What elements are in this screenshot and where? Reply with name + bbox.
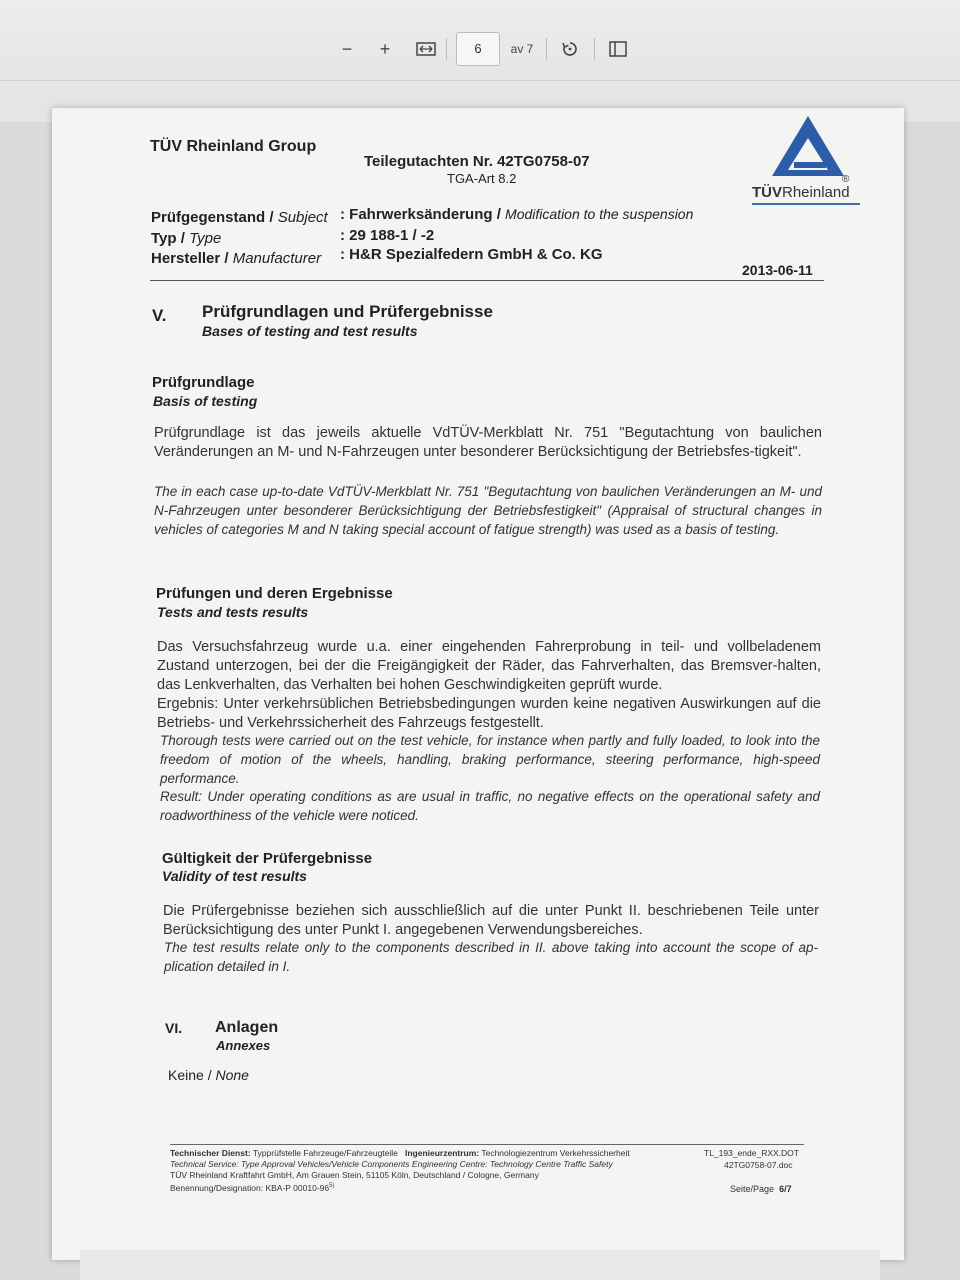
- zoom-in-button[interactable]: +: [379, 39, 391, 59]
- section-number: V.: [152, 306, 167, 325]
- annex-heading: Anlagen: [215, 1019, 279, 1036]
- logo-text: TÜVRheinland: [752, 184, 850, 201]
- annex-subheading: Annexes: [216, 1038, 271, 1053]
- tests-text-de: Das Versuchsfahrzeug wurde u.a. einer eingehenden Fahrerprobung in teil- und vollbeladenem Zustand unterzogen, bei der die Freigängigkeit der Räder, das Fahrverhalten, das Bremsver-halten, das Lenkverhalten, das Verhalten bei hohen Geschwindigkeiten geprüft wurde.: [157, 639, 821, 693]
- validity-subheading: Validity of test results: [162, 868, 307, 884]
- footer-line-4: Benennung/Designation: KBA-P 00010-96$^{5)}$: [170, 1183, 335, 1193]
- document-date: 2013-06-11: [742, 262, 813, 278]
- validity-heading: Gültigkeit der Prüfergebnisse: [162, 850, 373, 867]
- footer-ref-template: TL_193_ende_RXX.DOT: [704, 1148, 799, 1158]
- fit-width-icon[interactable]: [413, 34, 439, 64]
- document-page: [52, 108, 904, 1260]
- page-number-input[interactable]: 6: [456, 32, 500, 66]
- logo-underline: [752, 203, 860, 205]
- meta-value-subject: : Fahrwerksänderung / Modification to the suspension: [340, 206, 694, 223]
- org-name: TÜV Rheinland Group: [150, 138, 317, 155]
- header-rule: [150, 280, 824, 281]
- meta-label-type: Typ / Type: [151, 230, 222, 247]
- report-art: TGA-Art 8.2: [447, 171, 517, 186]
- page-total-label: av 7: [510, 42, 534, 56]
- footer-page-number: Seite/Page 6/7: [730, 1184, 792, 1194]
- validity-text-de: Die Prüfergebnisse beziehen sich ausschließlich auf die unter Punkt II. beschriebenen Teile unter Berücksichtigung des unter Punkt I. angegebenen Verwendungsbereiches.: [163, 903, 819, 938]
- footer-rule: [170, 1144, 804, 1145]
- rotate-icon[interactable]: [558, 34, 582, 64]
- zoom-out-button[interactable]: −: [341, 39, 353, 59]
- tests-text-en: Thorough tests were carried out on the test vehicle, for instance when partly and fully loaded, to look into the freedom of motion of the wheels, handling, braking performance, steering performance, high-speed performance.: [160, 733, 820, 786]
- footer-line-1: Technischer Dienst: Typprüfstelle Fahrzeuge/Fahrzeugteile Ingenieurzentrum: Technologiezentrum Verkehrssicherheit: [170, 1148, 630, 1158]
- meta-label-subject: Prüfgegenstand / Subject: [151, 209, 328, 226]
- footer-line-2: Technical Service: Type Approval Vehicles/Vehicle Components Engineering Centre: Technology Centre Traffic Safety: [170, 1159, 613, 1169]
- section-title: Prüfgrundlagen und Prüfergebnisse: [202, 302, 493, 321]
- basis-text-en: The in each case up-to-date VdTÜV-Merkblatt Nr. 751 "Begutachtung von baulichen Veränderungen an M- und N-Fahrzeugen unter besonderer Berücksichtigung der Betriebsfestigkeit" (Appraisal of structural changes in vehicles of categories M and N taking special account of fatigue strength) was used as a basis of testing.: [154, 484, 822, 537]
- meta-value-type: : 29 188-1 / -2: [340, 227, 435, 244]
- pdf-toolbar: [0, 28, 960, 70]
- report-title: Teilegutachten Nr. 42TG0758-07: [364, 153, 590, 170]
- tests-heading: Prüfungen und deren Ergebnisse: [156, 585, 393, 602]
- footer-ref-doc: 42TG0758-07.doc: [724, 1160, 793, 1170]
- section-subtitle: Bases of testing and test results: [202, 323, 418, 339]
- basis-heading: Prüfgrundlage: [152, 374, 255, 391]
- next-page-edge: [80, 1250, 880, 1280]
- tests-result-en: Result: Under operating conditions as are usual in traffic, no negative effects on the operational safety and roadworthiness of the vehicle were noticed.: [160, 789, 820, 823]
- basis-subheading: Basis of testing: [153, 393, 258, 409]
- meta-label-manufacturer: Hersteller / Manufacturer: [151, 250, 322, 267]
- viewer-toolbar-area: [0, 0, 960, 122]
- basis-text-de: Prüfgrundlage ist das jeweils aktuelle VdTÜV-Merkblatt Nr. 751 "Begutachtung von baulichen Veränderungen an M- und N-Fahrzeugen unter besonderer Berücksichtigung der Betriebsfes-tigkeit".: [154, 425, 822, 460]
- registered-mark: ®: [842, 174, 850, 185]
- validity-text-en: The test results relate only to the components described in II. above taking into account the scope of ap-plication detailed in I.: [164, 940, 818, 974]
- page-view-icon[interactable]: [606, 34, 630, 64]
- footer-line-3: TÜV Rheinland Kraftfahrt GmbH, Am Grauen Stein, 51105 Köln, Deutschland / Cologne, Germany: [170, 1170, 539, 1180]
- meta-value-manufacturer: : H&R Spezialfedern GmbH & Co. KG: [340, 246, 603, 263]
- annex-text: Keine / None: [168, 1067, 249, 1083]
- tests-result-de: Ergebnis: Unter verkehrsüblichen Betriebsbedingungen wurden keine negativen Auswirkungen auf die Betriebs- und Verkehrssicherheit des Fahrzeugs festgestellt.: [157, 696, 821, 731]
- tests-subheading: Tests and tests results: [157, 604, 309, 620]
- annex-section-number: VI.: [165, 1020, 183, 1036]
